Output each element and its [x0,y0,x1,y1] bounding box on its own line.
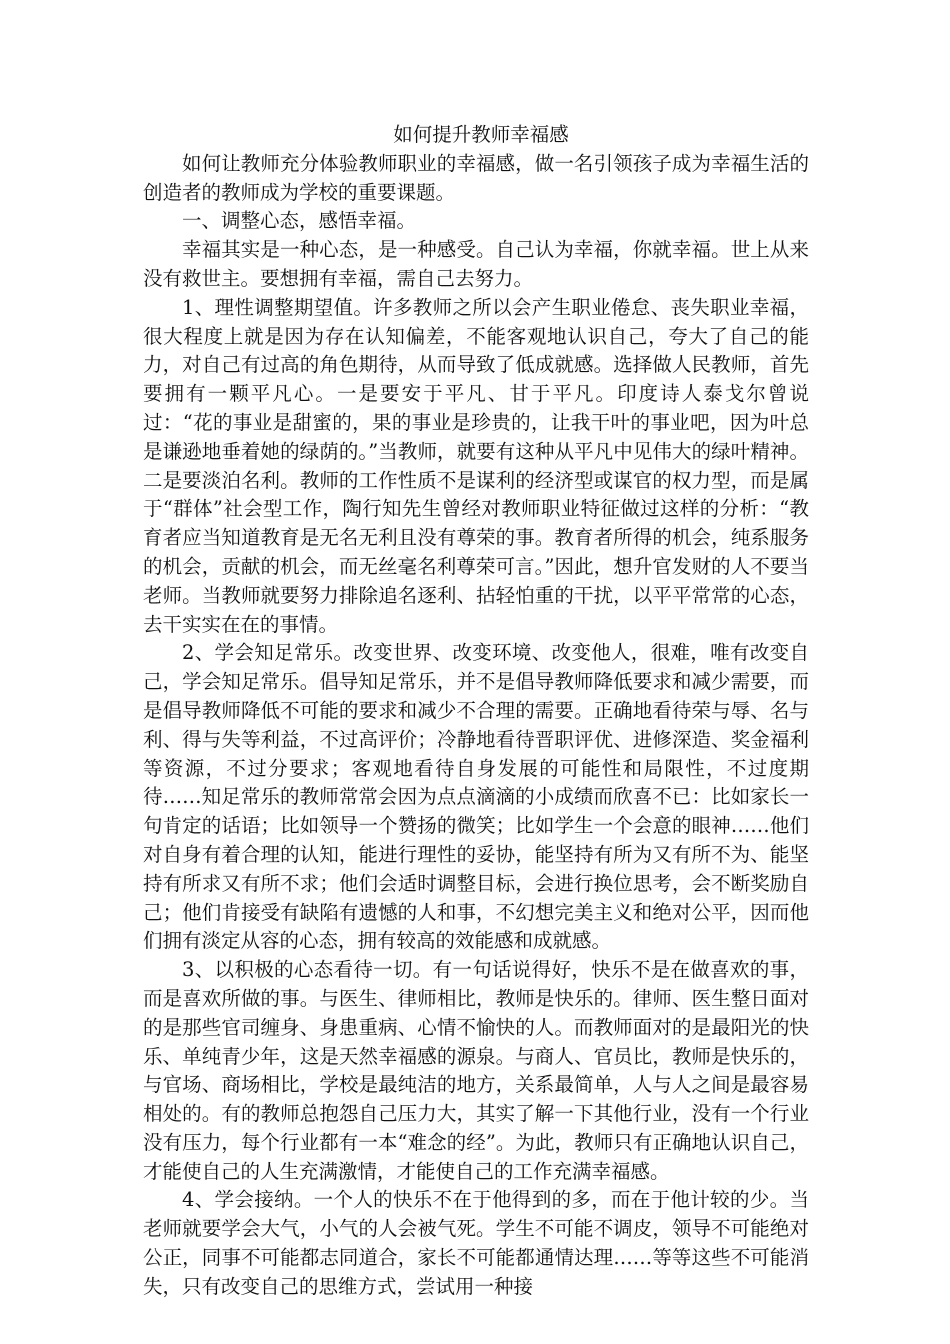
document-title: 如何提升教师幸福感 [393,123,569,146]
paragraph-point-1-expectations: 1、理性调整期望值。许多教师之所以会产生职业倦怠、丧失职业幸福，很大程度上就是因为存在认知偏差，不能客观地认识自己，夸大了自己的能力，对自己有过高的角色期待，从而导致了低成就感。选择做人民教师，首先要拥有一颗平凡心。一是要安于平凡、甘于平凡。印度诗人泰戈尔曾说过：“花的事业是甜蜜的，果的事业是珍贵的，让我干叶的事业吧，因为叶总是谦逊地垂着她的绿荫的。”当教师，就要有这种从平凡中见伟大的绿叶精神。二是要淡泊名利。教师的工作性质不是谋利的经济型或谋官的权力型，而是属于“群体”社会型工作，陶行知先生曾经对教师职业特征做过这样的分析：“教育者应当知道教育是无名无利且没有尊荣的事。教育者所得的机会，纯系服务的机会，贡献的机会，而无丝毫名利尊荣可言。”因此，想升官发财的人不要当老师。当教师就要努力排除追名逐利、拈轻怕重的干扰，以平平常常的心态，去干实实在在的事情。 [143,295,809,636]
paragraph-point-3-positive-attitude: 3、以积极的心态看待一切。有一句话说得好，快乐不是在做喜欢的事，而是喜欢所做的事。与医生、律师相比，教师是快乐的。律师、医生整日面对的是那些官司缠身、身患重病、心情不愉快的人。而教师面对的是最阳光的快乐、单纯青少年，这是天然幸福感的源泉。与商人、官员比，教师是快乐的，与官场、商场相比，学校是最纯洁的地方，关系最简单，人与人之间是最容易相处的。有的教师总抱怨自己压力大，其实了解一下其他行业，没有一个行业没有压力，每个行业都有一本“难念的经”。为此，教师只有正确地认识自己，才能使自己的人生充满激情，才能使自己的工作充满幸福感。 [143,958,809,1183]
paragraph-happiness-is-mindset: 幸福其实是一种心态，是一种感受。自己认为幸福，你就幸福。世上从来没有救世主。要想拥有幸福，需自己去努力。 [143,238,809,290]
document-body [143,121,809,1302]
paragraph-point-4-acceptance: 4、学会接纳。一个人的快乐不在于他得到的多，而在于他计较的少。当老师就要学会大气，小气的人会被气死。学生不可能不调皮，领导不可能绝对公正，同事不可能都志同道合，家长不可能都通情达理……等等这些不可能消失，只有改变自己的思维方式，尝试用一种接 [143,1188,809,1298]
paragraph-point-2-contentment: 2、学会知足常乐。改变世界、改变环境、改变他人，很难，唯有改变自己，学会知足常乐。倡导知足常乐，并不是倡导教师降低要求和减少需要，而是倡导教师降低不可能的要求和减少不合理的需要。正确地看待荣与辱、名与利、得与失等利益，不过高评价；冷静地看待晋职评优、进修深造、奖金福利等资源，不过分要求；客观地看待自身发展的可能性和局限性，不过度期待……知足常乐的教师常常会因为点点滴滴的小成绩而欣喜不已：比如家长一句肯定的话语；比如领导一个赞扬的微笑；比如学生一个会意的眼神……他们对自身有着合理的认知，能进行理性的妥协，能坚持有所为又有所不为、能坚持有所求又有所不求；他们会适时调整目标，会进行换位思考，会不断奖励自己；他们肯接受有缺陷有遗憾的人和事，不幻想完美主义和绝对公平，因而他们拥有淡定从容的心态，拥有较高的效能感和成就感。 [143,641,809,953]
section-heading-adjust-mindset: 一、调整心态，感悟幸福。 [182,209,417,233]
paragraph-intro: 如何让教师充分体验教师职业的幸福感，做一名引领孩子成为幸福生活的创造者的教师成为学校的重要课题。 [143,151,809,204]
